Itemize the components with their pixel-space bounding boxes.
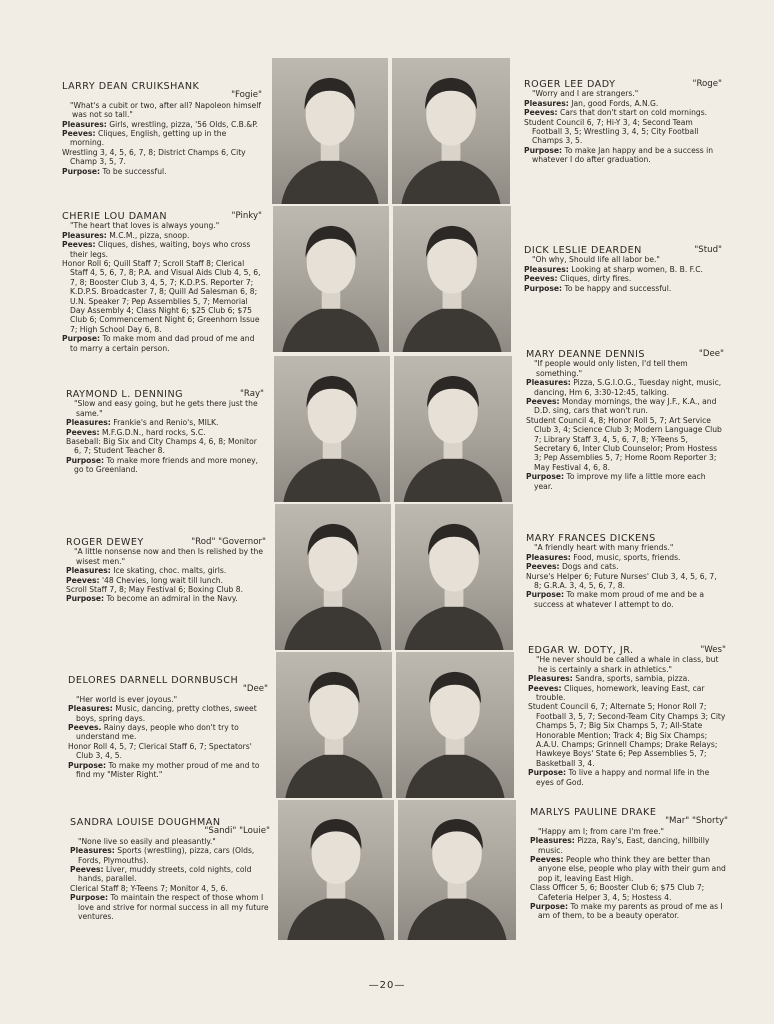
nickname: "Pinky"	[231, 211, 262, 221]
activities	[68, 742, 268, 761]
entry-daman	[62, 212, 262, 353]
field-text: To be successful.	[102, 166, 167, 176]
peeves	[62, 240, 262, 259]
field-text: To make my mother proud of me and to find my "Mister Right."	[76, 760, 260, 780]
activities	[530, 883, 728, 902]
quote: "The heart that loves is always young."	[70, 221, 220, 231]
purpose	[66, 456, 264, 475]
purpose	[524, 146, 722, 165]
student-name: SANDRA LOUISE DOUGHMAN	[70, 817, 221, 828]
nickname: "Roge"	[692, 79, 722, 89]
field-label: Pleasures:	[62, 119, 107, 129]
field-label: Pleasures:	[524, 264, 569, 274]
student-name: EDGAR W. DOTY, JR.	[528, 645, 634, 656]
field-text: Cliques, dishes, waiting, boys who cross their legs.	[70, 240, 251, 259]
activities	[62, 148, 262, 167]
peeves	[68, 723, 268, 742]
portrait-photo	[274, 356, 390, 502]
entry-drake	[530, 808, 728, 921]
field-text: Clerical Staff 8; Y-Teens 7; Monitor 4, 5, 6.	[70, 883, 228, 893]
nickname: "Wes"	[700, 645, 726, 655]
entry-dearden	[524, 246, 722, 293]
field-text: Nurse's Helper 6; Future Nurses' Club 3, 4, 5, 6, 7, 8; G.R.A. 3, 4, 5, 6, 7, 8.	[526, 571, 717, 591]
portrait-photo	[395, 504, 513, 650]
portrait-photo	[398, 800, 516, 940]
field-label: Purpose:	[524, 145, 563, 155]
entry-dornbusch	[68, 676, 268, 779]
activities	[524, 118, 722, 146]
field-text: Student Council 6, 7; Alternate 5; Honor Roll 7; Football 3, 5, 7; Second-Team City Champs 3; City Champs 5, 7; Big Six Champs 5, 7; All-State Honorable Mention; Track 4; Big Six Champs; A.A.U. Champs; Grinnell Champs; Drake Relays; Hawkeye Boys' State 6; Pep Assemblies 5, 7; Basketball 3, 4.	[528, 702, 726, 768]
quote: "None live so easily and pleasantly."	[78, 836, 216, 846]
field-label: Purpose:	[66, 455, 105, 465]
entry-dewey	[66, 538, 266, 604]
student-name: ROGER LEE DADY	[524, 79, 616, 90]
portrait-photo	[273, 206, 389, 352]
activities	[526, 416, 724, 472]
field-text: To make mom and dad proud of me and to marry a certain person.	[70, 334, 255, 353]
quote: "Happy am I; from care I'm free."	[538, 826, 665, 836]
field-label: Pleasures:	[530, 836, 575, 846]
portrait-silhouette	[275, 504, 391, 650]
student-name: RAYMOND L. DENNING	[66, 389, 184, 400]
purpose	[62, 167, 262, 176]
field-text: Jan, good Fords, A.N.G.	[571, 98, 659, 108]
peeves	[62, 129, 262, 148]
entry-dady	[524, 80, 722, 165]
field-text: Honor Roll 4, 5, 7; Clerical Staff 6, 7; Spectators' Club 3, 4, 5.	[68, 741, 252, 761]
purpose	[70, 893, 270, 921]
field-label: Pleasures:	[66, 418, 111, 428]
purpose	[68, 761, 268, 780]
peeves	[66, 428, 264, 437]
field-label: Pleasures:	[526, 552, 571, 562]
purpose	[526, 472, 724, 491]
field-label: Peeves:	[62, 129, 96, 139]
student-name: MARLYS PAULINE DRAKE	[530, 807, 657, 818]
field-text: Looking at sharp women, B. B. F.C.	[571, 264, 703, 274]
field-text: Ice skating, choc. malts, girls.	[113, 566, 227, 576]
quote: "Oh why, Should life all labor be."	[532, 255, 660, 265]
field-label: Purpose:	[62, 334, 101, 344]
activities	[66, 437, 264, 456]
student-name: MARY DEANNE DENNIS	[526, 349, 645, 360]
entry-dennis	[526, 350, 724, 491]
field-text: To make Jan happy and be a success in whatever I do after graduation.	[532, 145, 714, 165]
field-text: Honor Roll 6; Quill Staff 7; Scroll Staff 8; Clerical Staff 4, 5, 6, 7, 8; P.A. and Visual Aids Club 4, 5, 6, 7, 8; Booster Club 3, 4, 5, 7; K.D.P.S. Reporter 7; K.D.P.S. Broadcaster 7, 8; Quill Ad Salesman 6, 8; U.N. Speaker 7; Pep Assemblies 5, 7; Memorial Day Assembly 4; Class Night 6; $25 Club 6; $75 Club 6; Commencement Night 6; Greenhorn Issue 7; High School Day 6, 8.	[62, 259, 261, 334]
activities	[528, 702, 726, 768]
peeves	[70, 865, 270, 884]
field-text: To be happy and successful.	[564, 283, 672, 293]
quote: "A little nonsense now and then Is relished by the wisest men."	[74, 547, 264, 566]
field-text: Pizza, S.G.I.O.G., Tuesday night, music, dancing, Hm 6, 3:30-12:45, talking.	[534, 378, 722, 397]
field-label: Purpose:	[528, 768, 567, 778]
field-text: M.C.M., pizza, snoop.	[109, 230, 190, 240]
portrait-silhouette	[398, 800, 516, 940]
portrait-silhouette	[276, 652, 392, 798]
peeves	[66, 576, 266, 585]
field-text: Pizza, Ray's, East, dancing, hillbilly music.	[538, 836, 710, 855]
pleasures	[524, 265, 722, 274]
field-label: Peeves.	[68, 723, 102, 733]
field-label: Pleasures:	[68, 704, 113, 714]
quote: "If people would only listen, I'd tell them something."	[534, 359, 688, 378]
field-label: Purpose:	[62, 166, 101, 176]
quote: "Slow and easy going, but he gets there just the same."	[74, 399, 258, 418]
entry-doty	[528, 646, 726, 787]
activities	[70, 884, 270, 893]
portrait-silhouette	[278, 800, 394, 940]
field-text: Dogs and cats.	[561, 562, 619, 572]
pleasures	[62, 120, 262, 129]
nickname: "Mar" "Shorty"	[665, 816, 728, 827]
field-text: Rainy days, people who don't try to understand me.	[76, 723, 239, 742]
peeves	[524, 108, 722, 117]
field-label: Peeves:	[530, 855, 564, 865]
field-label: Peeves:	[526, 397, 560, 407]
field-label: Pleasures:	[528, 674, 573, 684]
purpose	[66, 594, 266, 603]
field-label: Purpose:	[530, 902, 569, 912]
field-text: Frankie's and Renio's, MILK.	[113, 418, 219, 428]
purpose	[530, 902, 728, 921]
field-label: Purpose:	[524, 283, 563, 293]
portrait-silhouette	[392, 58, 510, 204]
field-label: Peeves:	[62, 240, 96, 250]
nickname: "Dee"	[242, 684, 268, 695]
portrait-photo	[275, 504, 391, 650]
portrait-photo	[394, 356, 512, 502]
portrait-silhouette	[395, 504, 513, 650]
field-label: Peeves:	[66, 427, 100, 437]
field-label: Purpose:	[68, 760, 107, 770]
field-text: Cliques, English, getting up in the morning.	[70, 129, 227, 148]
portrait-silhouette	[272, 58, 388, 204]
field-label: Purpose:	[526, 590, 565, 600]
entry-doughman	[70, 818, 270, 921]
nickname: "Stud"	[694, 245, 722, 255]
field-text: Student Council 6, 7; Hi-Y 3, 4; Second Team Football 3, 5; Wrestling 3, 4, 5; City Football Champs 3, 5.	[524, 117, 699, 146]
field-label: Purpose:	[66, 594, 105, 604]
nickname: "Rod" "Governor"	[191, 537, 266, 547]
field-text: M.F.G.D.N., hard rocks, S.C.	[101, 427, 206, 437]
pleasures	[70, 846, 270, 865]
field-text: To make mom proud of me and be a success at whatever I attempt to do.	[534, 590, 704, 609]
peeves	[524, 274, 722, 283]
field-label: Peeves:	[70, 865, 104, 875]
pleasures	[66, 566, 266, 575]
field-label: Purpose:	[526, 472, 565, 482]
field-text: Sandra, sports, sambia, pizza.	[575, 674, 690, 684]
pleasures	[526, 553, 724, 562]
activities	[526, 572, 724, 591]
portrait-photo	[396, 652, 514, 798]
peeves	[528, 684, 726, 703]
field-text: Cliques, homework, leaving East, car trouble.	[536, 683, 705, 703]
pleasures	[68, 704, 268, 723]
nickname: "Dee"	[698, 349, 724, 359]
quote: "Worry and I are strangers."	[532, 89, 639, 99]
field-text: Monday mornings, the way J.F., K.A., and D.D. sing, cars that won't run.	[534, 397, 717, 416]
student-name: DICK LESLIE DEARDEN	[524, 245, 642, 256]
field-text: To improve my life a little more each year.	[534, 472, 706, 491]
activities	[62, 259, 262, 334]
field-label: Pleasures:	[70, 846, 115, 856]
pleasures	[530, 836, 728, 855]
portrait-silhouette	[273, 206, 389, 352]
field-label: Peeves:	[526, 562, 560, 572]
purpose	[528, 768, 726, 787]
portrait-photo	[393, 206, 511, 352]
field-text: Girls, wrestling, pizza, '56 Olds, C.B.&P.	[109, 119, 259, 129]
portrait-photo	[272, 58, 388, 204]
nickname: "Fogie"	[231, 90, 262, 101]
field-text: '48 Chevies, long wait till lunch.	[101, 575, 223, 585]
field-text: Music, dancing, pretty clothes, sweet boys, spring days.	[76, 704, 257, 723]
activities	[66, 585, 266, 594]
field-text: Cars that don't start on cold mornings.	[559, 108, 708, 118]
student-name: DELORES DARNELL DORNBUSCH	[68, 675, 239, 686]
nickname: "Ray"	[239, 389, 264, 399]
peeves	[526, 397, 724, 416]
field-text: Scroll Staff 7, 8; May Festival 6; Boxing Club 8.	[66, 585, 244, 595]
entry-dickens	[526, 534, 724, 609]
portrait-silhouette	[393, 206, 511, 352]
portrait-silhouette	[394, 356, 512, 502]
portrait-silhouette	[274, 356, 390, 502]
pleasures	[62, 231, 262, 240]
pleasures	[66, 418, 264, 427]
field-label: Peeves:	[524, 274, 558, 284]
page-number: —20—	[368, 980, 406, 991]
quote: "What's a cubit or two, after all? Napoleon himself was not so tall."	[70, 100, 262, 120]
portrait-photo	[278, 800, 394, 940]
field-label: Peeves:	[524, 108, 558, 118]
student-name: MARY FRANCES DICKENS	[526, 533, 656, 544]
purpose	[62, 334, 262, 353]
field-text: Liver, muddy streets, cold nights, cold hands, parallel.	[78, 865, 252, 884]
student-name: LARRY DEAN CRUIKSHANK	[62, 81, 200, 92]
purpose	[526, 590, 724, 609]
entry-denning	[66, 390, 264, 475]
nickname: "Sandi" "Louie"	[204, 826, 270, 837]
field-text: Food, music, sports, friends.	[573, 552, 681, 562]
field-label: Peeves:	[528, 683, 562, 693]
student-name: CHERIE LOU DAMAN	[62, 211, 168, 222]
pleasures	[528, 674, 726, 683]
field-label: Peeves:	[66, 575, 100, 585]
entry-cruikshank	[62, 82, 262, 176]
quote: "Her world is ever joyous."	[76, 694, 178, 704]
field-text: Sports (wrestling), pizza, cars (Olds, Fords, Plymouths).	[78, 846, 255, 865]
field-text: Class Officer 5, 6; Booster Club 6; $75 Club 7; Cafeteria Helper 3, 4, 5; Hostess 4.	[530, 883, 705, 902]
field-text: People who think they are better than anyone else, people who play with their gum and pop it, leaving East High.	[538, 855, 726, 883]
pleasures	[524, 99, 722, 108]
field-label: Pleasures:	[62, 230, 107, 240]
field-text: To make more friends and more money, go to Greenland.	[74, 455, 259, 475]
field-label: Pleasures:	[524, 98, 569, 108]
field-text: Baseball: Big Six and City Champs 4, 6, 8; Monitor 6, 7; Student Teacher 8.	[66, 437, 257, 456]
portrait-photo	[276, 652, 392, 798]
peeves	[530, 855, 728, 883]
field-label: Pleasures:	[66, 566, 111, 576]
portrait-photo	[392, 58, 510, 204]
field-label: Pleasures:	[526, 378, 571, 388]
field-text: Wrestling 3, 4, 5, 6, 7, 8; District Champs 6, City Champ 3, 5, 7.	[62, 147, 246, 167]
student-name: ROGER DEWEY	[66, 537, 144, 548]
peeves	[526, 562, 724, 571]
field-text: To make my parents as proud of me as I am of them, to be a beauty operator.	[538, 902, 723, 921]
field-text: To become an admiral in the Navy.	[106, 594, 238, 604]
field-text: Student Council 4, 8; Honor Roll 5, 7; Art Service Club 3, 4; Science Club 3; Modern Language Club 7; Library Staff 3, 4, 5, 6, 7, 8; Y-Teens 5, Secretary 6, Inter Club Counselor; Prom Hostess 3; Pep Assemblies 5, 7; Home Room Reporter 3; May Festival 4, 6, 8.	[526, 415, 722, 472]
portrait-silhouette	[396, 652, 514, 798]
quote: "He never should be called a whale in class, but he is certainly a shark in athletics."	[536, 655, 719, 674]
purpose	[524, 284, 722, 293]
field-text: Cliques, dirty fires.	[559, 274, 632, 284]
field-text: To maintain the respect of those whom I love and strive for normal success in all my future ventures.	[78, 893, 269, 922]
field-text: To live a happy and normal life in the eyes of God.	[536, 768, 710, 787]
pleasures	[526, 378, 724, 397]
quote: "A friendly heart with many friends."	[534, 543, 674, 553]
field-label: Purpose:	[70, 893, 109, 903]
